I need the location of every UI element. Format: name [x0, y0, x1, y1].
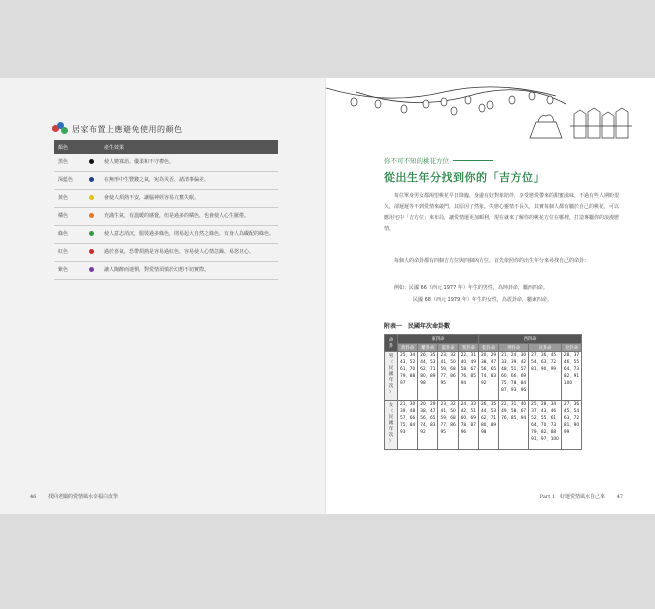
example-row-1	[394, 282, 552, 294]
left-page	[0, 78, 326, 514]
color-effect: 會使人煩熱不安，讓腦神經容易亢奮失眠。	[100, 190, 278, 208]
trigram-header: 震卦命	[438, 344, 458, 352]
example-text-1: 民國 66（西元 1977 年）年生的男性，為坤卦命，屬西四命。	[409, 285, 548, 291]
color-swatch	[82, 208, 100, 226]
color-name: 黑色	[54, 154, 82, 172]
color-name: 黃色	[54, 190, 82, 208]
example-text-2: 民國 68（西元 1979 年）年生的女性，為震卦命，屬東四命。	[413, 297, 552, 303]
section-subtitle	[384, 156, 493, 165]
table-corner: 命卦	[385, 335, 398, 352]
color-swatch	[82, 154, 100, 172]
col-header-color: 顏色	[54, 140, 100, 154]
left-folio	[30, 493, 118, 500]
right-folio-text: Part 1 好運愛情風水自己來	[539, 494, 606, 500]
examples-block	[394, 282, 552, 306]
hearts-icon	[52, 122, 68, 136]
right-page	[326, 78, 655, 514]
example-row-2	[394, 294, 552, 306]
color-row	[54, 208, 278, 226]
color-effect: 使人意志消沉，服裝過多綠色，則易起大自然之綠色，有身人為礙配的綠色。	[100, 226, 278, 244]
male-years-cell: 21、24、30 33、39、42 48、51、57 60、66、69 75、78、84 87、93、96	[499, 352, 529, 401]
female-years-cell: 27、36 45、54 63、72 81、90 99	[561, 401, 581, 450]
color-dot-icon	[89, 249, 94, 254]
trigram-header: 巽卦命	[458, 344, 478, 352]
trigram-header: 坎卦命	[398, 344, 418, 352]
color-swatch	[82, 172, 100, 190]
color-row	[54, 262, 278, 280]
right-folio-number: 47	[616, 494, 623, 500]
left-heading	[52, 122, 183, 136]
female-years-cell: 24、33 42、51 60、69 78、87 96	[458, 401, 478, 450]
female-years-cell: 23、32 41、50 59、68 77、86 95	[438, 401, 458, 450]
trigram-header: 艮卦命	[529, 344, 562, 352]
male-years-cell: 20、29 38、47 56、65 74、83 92	[478, 352, 498, 401]
color-dot-icon	[89, 267, 94, 272]
group-west: 西四命	[478, 335, 581, 344]
color-effect: 過於喜氣，恐帶煩熱是容易過紅色，容易使人心情急躁、易怒且心。	[100, 244, 278, 262]
trigram-header: 兌卦命	[561, 344, 581, 352]
color-row	[54, 226, 278, 244]
female-years-cell: 25、28、34 37、43、46 52、55、61 64、70、73 79、82、88 91、97、100	[529, 401, 562, 450]
female-label: 女 （ 民 國 年 次 ）	[385, 401, 398, 450]
color-effect: 充滿生氣，有溫暖的感覺，但是過多的橘色，也會使人心生厭倦。	[100, 208, 278, 226]
example-label: 例如：	[394, 285, 410, 291]
color-dot-icon	[89, 195, 94, 200]
color-name: 紫色	[54, 262, 82, 280]
color-row	[54, 154, 278, 172]
color-dot-icon	[89, 231, 94, 236]
mingua-table	[384, 334, 582, 450]
male-years-cell: 26、35 44、53 62、71 80、89 98	[418, 352, 438, 401]
color-name: 紅色	[54, 244, 82, 262]
female-years-cell: 20、29 38、47 56、65 74、83 92	[418, 401, 438, 450]
section-title: 從出生年分找到你的「吉方位」	[384, 171, 545, 184]
color-swatch	[82, 190, 100, 208]
color-effects-table	[54, 140, 278, 280]
female-years-cell: 21、30 39、48 57、66 75、84 93	[398, 401, 418, 450]
string-lights-illustration	[326, 78, 655, 168]
right-folio	[540, 493, 623, 500]
color-row	[54, 190, 278, 208]
subtitle-rule	[453, 160, 493, 161]
color-name: 綠色	[54, 226, 82, 244]
left-folio-title: 找回老闆的愛情風水幸福白皮學	[47, 494, 118, 500]
left-folio-number: 46	[30, 494, 37, 500]
trigram-header: 乾卦命	[478, 344, 498, 352]
color-dot-icon	[89, 159, 94, 164]
trigram-header: 離卦命	[418, 344, 438, 352]
color-swatch	[82, 244, 100, 262]
male-years-cell: 27、36、45 54、63、72 81、90、99	[529, 352, 562, 401]
color-dot-icon	[89, 177, 94, 182]
group-east: 東四命	[398, 335, 479, 344]
male-years-cell: 25、34 43、52 61、70 79、88 97	[398, 352, 418, 401]
col-header-effect: 產生效果	[100, 140, 278, 154]
intro-paragraph: 每位單身男女都渴望桃花早日降臨，身邊有好對象陪伴，享受戀愛帶來的甜蜜滋味，不過有些人期盼很久，卻遲遲等不到愛情來敲門，其原因了然象。失戀心靈情不長久，其實每個人都有屬於自己的桃花，可以應用宅中「吉方位」來布局，讓愛情運更加順利，現在就來了解你的桃花方位在哪裡，打造專屬你的浪漫戀情。	[384, 193, 620, 232]
section-subtitle-text: 你不可不知的桃花方位	[384, 157, 449, 165]
left-heading-text: 居家布置上應避免使用的顏色	[72, 124, 183, 134]
color-row	[54, 244, 278, 262]
trigram-header: 坤卦命	[499, 344, 529, 352]
male-years-cell: 23、32 41、50 59、68 77、86 95	[438, 352, 458, 401]
color-effect: 使人變寡語、優柔和不守禮色。	[100, 154, 278, 172]
female-years-cell: 26、35 44、53 62、71 80、89 98	[478, 401, 498, 450]
color-swatch	[82, 226, 100, 244]
male-years-cell: 28、37 46、55 64、73 82、91 100	[561, 352, 581, 401]
color-effect: 讓人陶醉而迷惘，對愛情須慎於幻想不切實際。	[100, 262, 278, 280]
color-swatch	[82, 262, 100, 280]
color-dot-icon	[89, 213, 94, 218]
mingua-paragraph: 每個人的命卦都有四個吉方位與四個凶方位，首先依照你的出生年分來尋找自己的命卦：	[394, 258, 590, 264]
female-years-cell: 22、31、40 49、58、67 76、85、94	[499, 401, 529, 450]
color-row	[54, 172, 278, 190]
table-caption: 附表一 民國年次命卦數	[384, 323, 451, 330]
color-name: 深藍色	[54, 172, 82, 190]
male-years-cell: 22、31 40、49 58、67 76、85 94	[458, 352, 478, 401]
color-name: 橘色	[54, 208, 82, 226]
color-effect: 在無形中生豐錢之氣，宛為災否，諸清事偏差。	[100, 172, 278, 190]
male-label: 男 （ 民 國 年 次 ）	[385, 352, 398, 401]
